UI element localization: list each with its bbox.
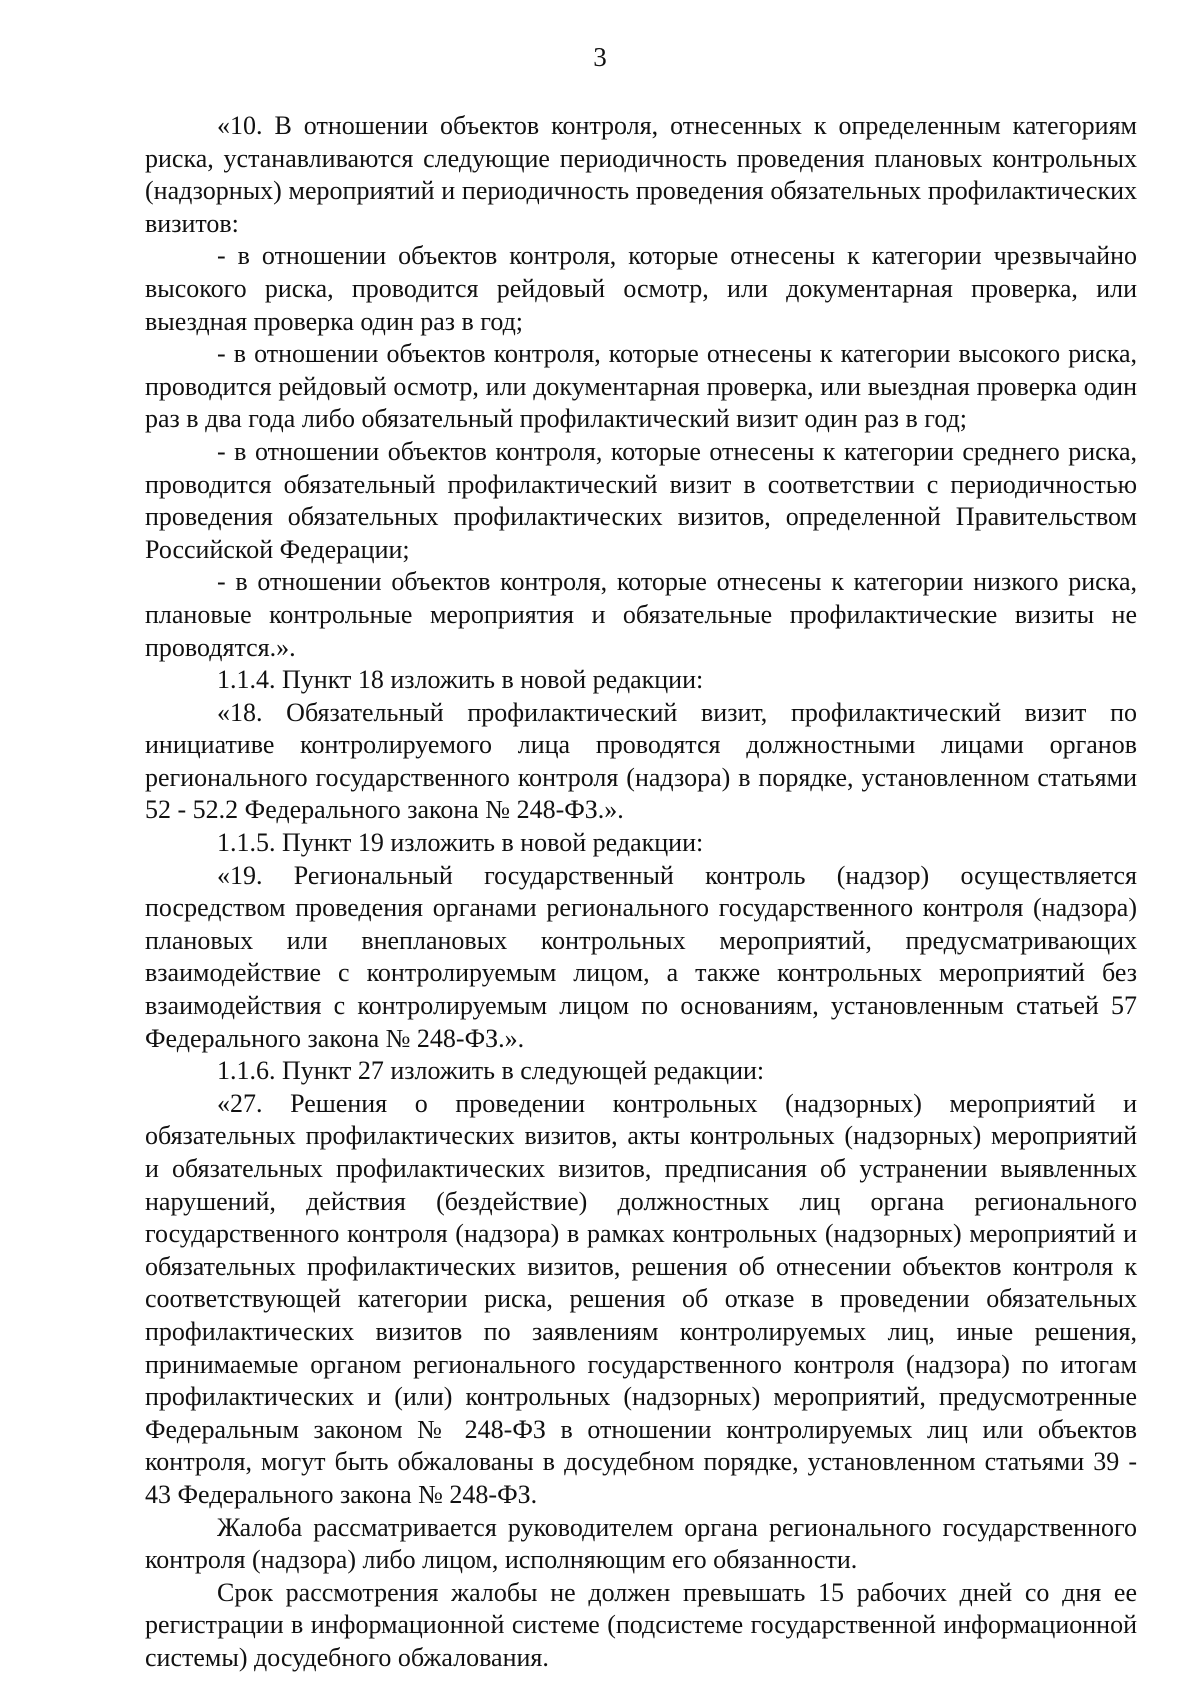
list-item-medium-risk: - в отношении объектов контроля, которые отнесены к категории среднего риска, проводится обязательный профилактический визит в соответствии с периодичностью проведения обязательных профилактических визитов, определенной Правительством Российской Федерации; xyxy=(145,436,1137,564)
document-body xyxy=(145,110,1137,1675)
page-number: 3 xyxy=(593,42,607,72)
paragraph-item-27: «27. Решения о проведении контрольных (надзорных) мероприятий и обязательных профилактических визитов, акты контрольных (надзорных) мероприятий и обязательных профилактических визитов, предписания об устранении выявленных нарушений, действия (бездействие) должностных лиц органа регионального государственного контроля (надзора) в рамках контрольных (надзорных) мероприятий и обязательных профилактических визитов, решения об отнесении объектов контроля к соответствующей категории риска, решения об отказе в проведении обязательных профилактических визитов по заявлениям контролируемых лиц, иные решения, принимаемые органом регионального государственного контроля (надзора) по итогам профилактических и (или) контрольных (надзорных) мероприятий, предусмотренные Федеральным законом № 248-ФЗ в отношении контролируемых лиц или объектов контроля, могут быть обжалованы в досудебном порядке, установленном статьями 39 - 43 Федерального закона № 248-ФЗ. xyxy=(145,1088,1137,1509)
list-item-extremely-high-risk: - в отношении объектов контроля, которые отнесены к категории чрезвычайно высокого риска, проводится рейдовый осмотр, или документарная проверка, или выездная проверка один раз в год; xyxy=(145,241,1137,336)
list-item-high-risk: - в отношении объектов контроля, которые отнесены к категории высокого риска, проводится рейдовый осмотр, или документарная проверка, или выездная проверка один раз в два года либо обязательный профилактический визит один раз в год; xyxy=(145,339,1137,434)
paragraph-item-10: «10. В отношении объектов контроля, отнесенных к определенным категориям риска, устанавливаются следующие периодичность проведения плановых контрольных (надзорных) мероприятий и периодичность проведения обязательных профилактических визитов: xyxy=(145,111,1137,238)
paragraph-item-19: «19. Региональный государственный контроль (надзор) осуществляется посредством проведения органами регионального государственного контроля (надзора) плановых или внеплановых контрольных мероприятий, предусматривающих взаимодействие с контролируемым лицом, а также контрольных мероприятий без взаимодействия с контролируемым лицом по основаниям, установленным статьей 57 Федерального закона № 248-ФЗ.». xyxy=(145,860,1137,1053)
paragraph-complaint-review: Жалоба рассматривается руководителем органа регионального государственного контроля (надзора) либо лицом, исполняющим его обязанности. xyxy=(145,1512,1137,1575)
paragraph-item-18: «18. Обязательный профилактический визит, профилактический визит по инициативе контролируемого лица проводятся должностными лицами органов регионального государственного контроля (надзора) в порядке, установленном статьями 52 - 52.2 Федерального закона № 248-ФЗ.». xyxy=(145,697,1137,825)
list-item-low-risk: - в отношении объектов контроля, которые отнесены к категории низкого риска, плановые контрольные мероприятия и обязательные профилактические визиты не проводятся.». xyxy=(145,567,1137,662)
amendment-heading-1-1-5: 1.1.5. Пункт 19 изложить в новой редакции: xyxy=(217,828,704,858)
amendment-heading-1-1-6: 1.1.6. Пункт 27 изложить в следующей редакции: xyxy=(217,1056,765,1086)
amendment-heading-1-1-4: 1.1.4. Пункт 18 изложить в новой редакции: xyxy=(217,665,704,695)
paragraph-complaint-deadline: Срок рассмотрения жалобы не должен превышать 15 рабочих дней со дня ее регистрации в информационной системе (подсистеме государственной информационной системы) досудебного обжалования. xyxy=(145,1577,1137,1672)
